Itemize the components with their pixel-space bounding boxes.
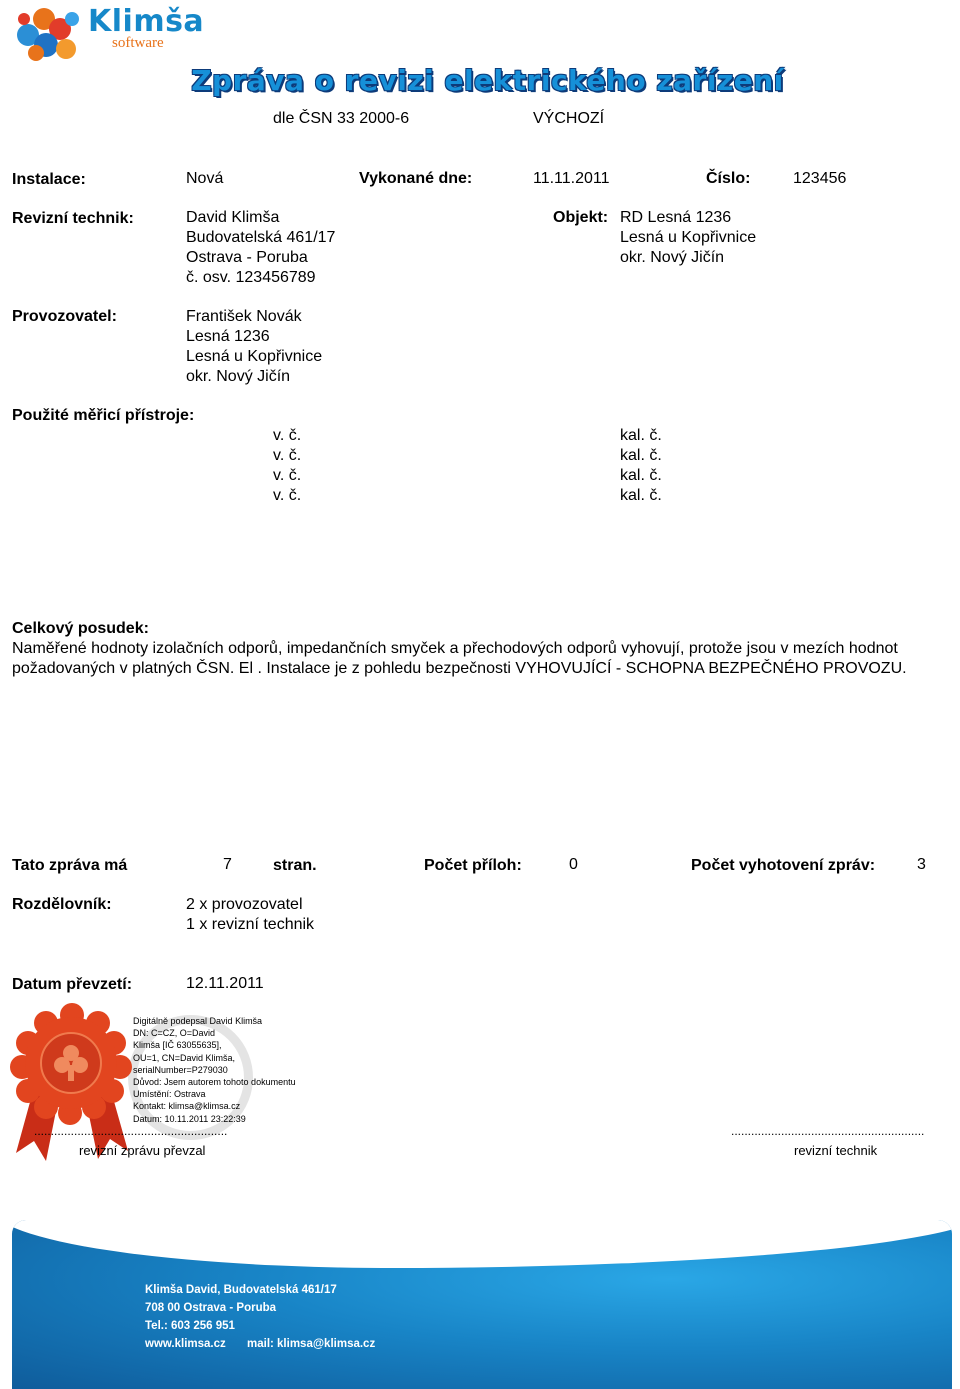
- signature-line: Důvod: Jsem autorem tohoto dokumentu: [133, 1077, 296, 1088]
- object-name: RD Lesná 1236: [620, 209, 732, 226]
- operator-street: Lesná 1236: [186, 328, 270, 345]
- technician-name: David Klimša: [186, 209, 280, 226]
- assessment-line: požadovaných v platných ČSN. El . Instalace je z pohledu bezpečnosti VYHOVUJÍCÍ - SCHOPNA BEZPEČNÉHO PROVOZU.: [12, 660, 907, 677]
- copies-count: 3: [917, 856, 926, 873]
- signature-line: serialNumber=P279030: [133, 1064, 228, 1075]
- object-district: okr. Nový Jičín: [620, 249, 725, 266]
- signature-line: Digitálně podepsal David Klimša: [133, 1016, 263, 1026]
- signature-line: OU=1, CN=David Klimša,: [133, 1052, 236, 1063]
- signature-line: Kontakt: klimsa@klimsa.cz: [133, 1101, 241, 1112]
- operator-label: Provozovatel:: [12, 308, 117, 325]
- object-city: Lesná u Kopřivnice: [620, 229, 757, 246]
- signature-line: DN: C=CZ, O=David: [133, 1028, 216, 1039]
- technician-label: Revizní technik:: [12, 210, 134, 227]
- technician-street: Budovatelská 461/17: [186, 229, 336, 246]
- technician-signature-label: revizní technik: [794, 1143, 878, 1158]
- technician-block: [186, 208, 335, 288]
- footer-name-address: Klimša David, Budovatelská 461/17: [145, 1284, 337, 1296]
- receiver-signature-label: revizní zprávu převzal: [79, 1143, 206, 1158]
- logo-molecule-icon: [14, 5, 82, 63]
- installation-label: Instalace:: [12, 171, 86, 188]
- operator-district: okr. Nový Jičín: [186, 368, 291, 385]
- distribution-item: 1 x revizní technik: [186, 916, 315, 933]
- distribution-label: Rozdělovník:: [12, 896, 112, 913]
- footer-phone: Tel.: 603 256 951: [145, 1320, 235, 1332]
- technician-city: Ostrava - Poruba: [186, 249, 308, 266]
- instrument-calibration: kal. č.: [620, 427, 662, 444]
- object-label: Objekt:: [553, 209, 609, 226]
- footer-website-link[interactable]: www.klimsa.cz: [145, 1338, 226, 1350]
- norm-reference: dle ČSN 33 2000-6: [273, 110, 410, 127]
- instrument-calibration: kal. č.: [620, 467, 662, 484]
- instrument-serial: v. č.: [273, 427, 302, 444]
- operator-city: Lesná u Kopřivnice: [186, 348, 323, 365]
- instrument-calibration: kal. č.: [620, 447, 662, 464]
- copies-label: Počet vyhotovení zpráv:: [691, 857, 876, 874]
- instrument-serial: v. č.: [273, 487, 302, 504]
- instrument-serial: v. č.: [273, 447, 302, 464]
- instrument-serial: v. č.: [273, 467, 302, 484]
- attachments-label: Počet příloh:: [424, 857, 522, 874]
- object-block: [620, 208, 756, 268]
- logo-subtitle: software: [112, 35, 164, 51]
- instrument-calibration: kal. č.: [620, 487, 662, 504]
- assessment-label: Celkový posudek:: [12, 620, 149, 637]
- pages-label: Tato zpráva má: [12, 857, 128, 874]
- pages-count: 7: [223, 856, 232, 873]
- attachments-count: 0: [569, 856, 578, 873]
- report-number-value: 123456: [793, 170, 847, 187]
- document-title: Zpráva o revizi elektrického zařízení: [191, 64, 784, 97]
- signature-details: [133, 1015, 296, 1125]
- instrument-calibrations: [620, 426, 662, 506]
- pages-suffix: stran.: [273, 857, 317, 874]
- technician-license: č. osv. 123456789: [186, 269, 316, 286]
- digital-seal-icon: [8, 1003, 136, 1163]
- handover-label: Datum převzetí:: [12, 976, 133, 993]
- signature-line: Klimša [IČ 63055635],: [133, 1040, 222, 1051]
- footer-email-link[interactable]: mail: klimsa@klimsa.cz: [247, 1338, 376, 1350]
- logo-name: Klimša: [88, 4, 205, 39]
- assessment-line: Naměřené hodnoty izolačních odporů, impedančních smyček a přechodových odporů vyhovují, protože jsou v mezích hodnot: [12, 640, 898, 657]
- distribution-item: 2 x provozovatel: [186, 896, 303, 913]
- instrument-serials: [273, 426, 301, 506]
- handover-date: 12.11.2011: [186, 975, 264, 992]
- footer-banner: [12, 1220, 952, 1389]
- instruments-label: Použité měřicí přístroje:: [12, 407, 195, 424]
- revision-type: VÝCHOZÍ: [533, 110, 605, 127]
- operator-name: František Novák: [186, 308, 302, 325]
- signature-dots-left: ..........................................................: [34, 1124, 228, 1138]
- assessment-text: [12, 639, 907, 679]
- signature-line: Datum: 10.11.2011 23:22:39: [133, 1113, 246, 1124]
- operator-block: [186, 307, 322, 387]
- report-number-label: Číslo:: [706, 170, 751, 187]
- signature-dots-right: ..........................................................: [731, 1124, 925, 1138]
- signature-line: Umístění: Ostrava: [133, 1089, 206, 1100]
- installation-value: Nová: [186, 170, 224, 187]
- footer-wave: [12, 1220, 952, 1268]
- distribution-list: [186, 895, 314, 935]
- performed-label: Vykonané dne:: [359, 170, 473, 187]
- footer-city: 708 00 Ostrava - Poruba: [145, 1302, 277, 1314]
- performed-date: 11.11.2011: [533, 170, 610, 187]
